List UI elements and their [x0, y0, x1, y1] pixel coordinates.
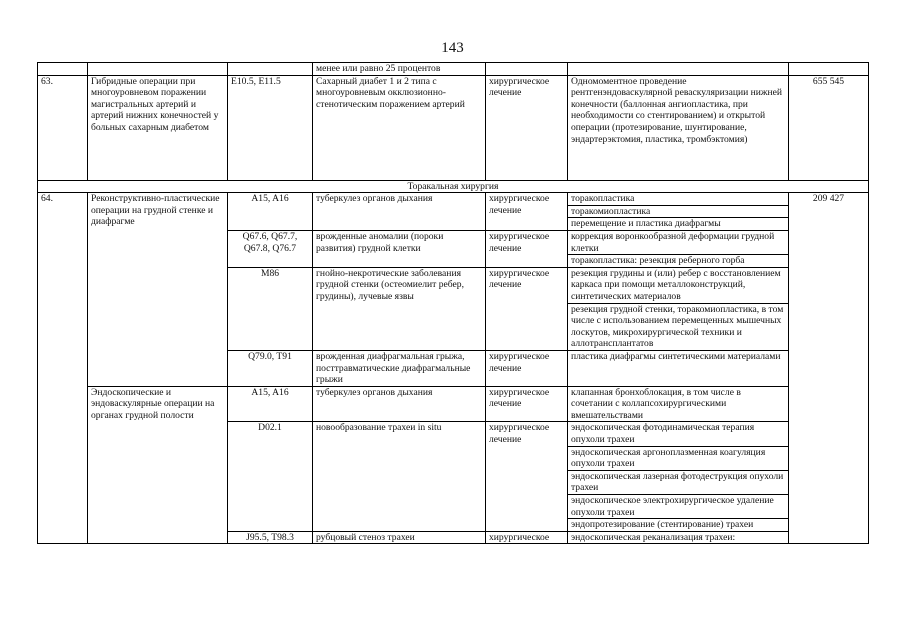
- treatment-type: хирургическое лечение: [486, 75, 568, 180]
- icd-codes: D02.1: [228, 422, 313, 531]
- service-name: Гибридные операции при многоуровневом поражении магистральных артерий и артерий нижних конечностей у больных сахарным диабетом: [88, 75, 228, 180]
- continuation-text: менее или равно 25 процентов: [313, 63, 486, 76]
- treatment-method-list: [568, 386, 789, 422]
- treatment-method: клапанная бронхоблокация, в том числе в сочетании с коллапсохирургическими вмешательствами: [571, 386, 741, 421]
- treatment-type: хирургическое: [486, 531, 568, 544]
- row-number: 63.: [38, 75, 88, 180]
- patient-model: новообразование трахеи in situ: [313, 422, 486, 531]
- treatment-method: эндопротезирование (стентирование) трахеи: [571, 519, 754, 531]
- treatment-method-list: [568, 267, 789, 350]
- table-row-63: [38, 75, 869, 180]
- treatment-method-list: [568, 193, 789, 231]
- treatment-method: торакопластика: [568, 193, 788, 206]
- icd-codes: Q79.0, T91: [228, 350, 313, 386]
- continuation-row: [38, 63, 869, 76]
- patient-model: гнойно-некротические заболевания грудной стенки (остеомиелит ребер, грудины), лучевые язвы: [313, 267, 486, 350]
- treatment-type: хирургическое лечение: [486, 193, 568, 231]
- treatment-method-list: [568, 422, 789, 531]
- treatment-method: эндоскопическая аргоноплазменная коагуляция опухоли трахеи: [568, 447, 788, 471]
- treatment-type: хирургическое лечение: [486, 422, 568, 531]
- treatment-method: коррекция воронкообразной деформации грудной клетки: [568, 231, 788, 255]
- treatment-method: перемещение и пластика диафрагмы: [571, 218, 721, 230]
- treatment-method: эндоскопическая реканализация трахеи:: [571, 531, 736, 543]
- treatment-method: пластика диафрагмы синтетическими материалами: [571, 350, 781, 362]
- icd-codes: A15, A16: [228, 193, 313, 231]
- section-header-row: [38, 180, 869, 193]
- treatment-method-list: [568, 350, 789, 386]
- patient-model: туберкулез органов дыхания: [313, 193, 486, 231]
- icd-codes: E10.5, E11.5: [228, 75, 313, 180]
- treatment-method: резекция грудной стенки, торакомиопластика, в том числе с использованием перемещенных мышечных лоскутов, микрохирургической техники и аллотрансплантатов: [571, 303, 784, 350]
- patient-model: врожденная диафрагмальная грыжа, посттравматические диафрагмальные грыжи: [313, 350, 486, 386]
- treatment-type: хирургическое лечение: [486, 267, 568, 350]
- treatment-method: эндоскопическая фотодинамическая терапия опухоли трахеи: [568, 422, 788, 446]
- treatment-method: торакопластика: резекция реберного горба: [571, 255, 745, 267]
- icd-codes: M86: [228, 267, 313, 350]
- cost: 655 545: [789, 75, 869, 180]
- treatment-type: хирургическое лечение: [486, 386, 568, 422]
- treatment-type: хирургическое лечение: [486, 350, 568, 386]
- patient-model: рубцовый стеноз трахеи: [313, 531, 486, 544]
- service-name: Реконструктивно-пластические операции на грудной стенке и диафрагме: [88, 193, 228, 387]
- service-name: Эндоскопические и эндоваскулярные операции на органах грудной полости: [88, 386, 228, 544]
- treatment-type: хирургическое лечение: [486, 230, 568, 267]
- table-row-64-sub-0: [38, 193, 869, 231]
- row-number: 64.: [38, 193, 88, 544]
- patient-model: Сахарный диабет 1 и 2 типа с многоуровневым окклюзионно-стенотическим поражением артерий: [313, 75, 486, 180]
- icd-codes: J95.5, T98.3: [228, 531, 313, 544]
- patient-model: туберкулез органов дыхания: [313, 386, 486, 422]
- cost: 209 427: [789, 193, 869, 544]
- treatment-method: резекция грудины и (или) ребер с восстановлением каркаса при помощи металлоконструкций, синтетических материалов: [568, 268, 788, 304]
- icd-codes: Q67.6, Q67.7, Q67.8, Q76.7: [228, 230, 313, 267]
- treatment-method-list: [568, 230, 789, 267]
- treatment-method: торакомиопластика: [568, 206, 788, 219]
- treatment-method: Одномоментное проведение рентгенэндоваскулярной реваскуляризации нижней конечности (баллонная ангиопластика, при необходимости со стентированием) и открытой операции (протезирование, шунтирование, эндартерэктомия, пластика, тромбэктомия): [568, 75, 789, 180]
- treatment-method-list: [568, 531, 789, 544]
- treatment-method: эндоскопическая лазерная фотодеструкция опухоли трахеи: [568, 471, 788, 495]
- table-row-64-sub-4: [38, 386, 869, 422]
- section-title: Торакальная хирургия: [38, 180, 869, 193]
- page-number: 143: [441, 40, 464, 56]
- treatment-method: эндоскопическое электрохирургическое удаление опухоли трахеи: [568, 495, 788, 519]
- icd-codes: A15, A16: [228, 386, 313, 422]
- patient-model: врожденные аномалии (пороки развития) грудной клетки: [313, 230, 486, 267]
- services-table: [37, 62, 869, 544]
